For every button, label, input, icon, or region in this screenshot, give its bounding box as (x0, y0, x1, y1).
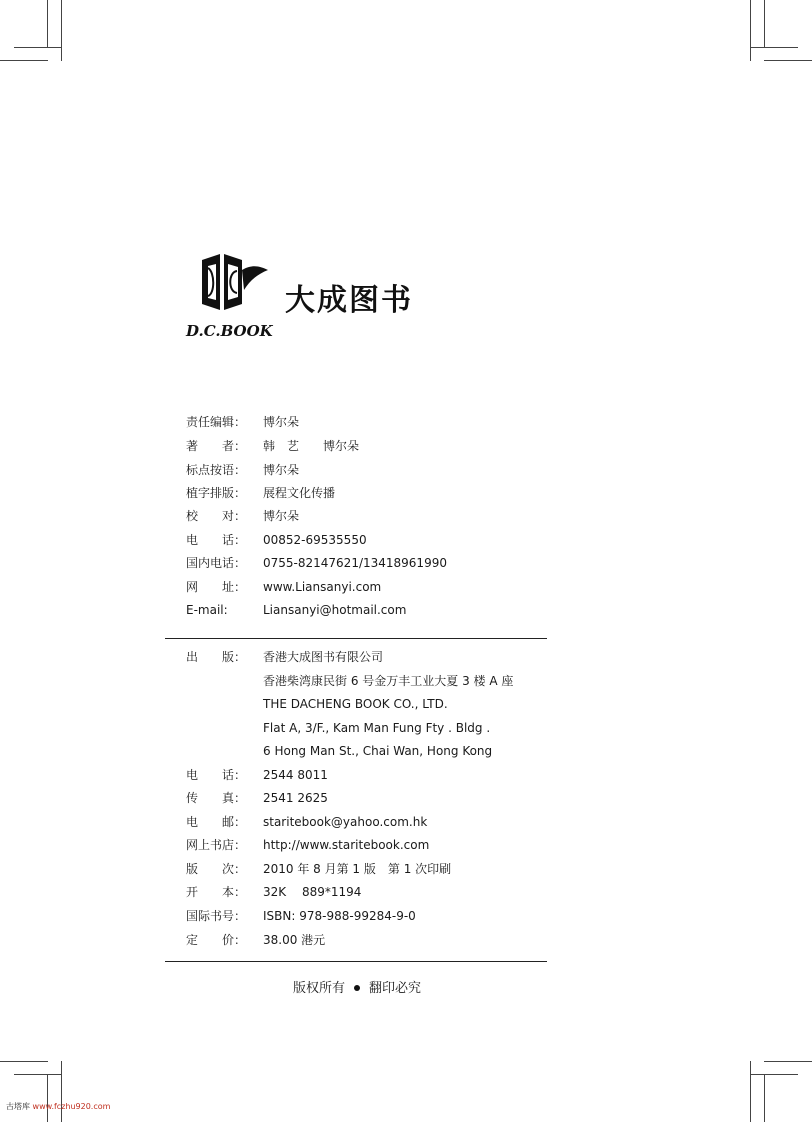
detail-label: 电 话： (186, 768, 247, 782)
crop-mark-bottom-right-h2 (750, 1074, 798, 1075)
credit-label: 网 址： (186, 580, 247, 594)
detail-value: staritebook@yahoo.com.hk (263, 815, 428, 829)
copyright-notice (293, 977, 421, 996)
crop-mark-top-left-v (47, 0, 48, 48)
divider-bottom (165, 961, 547, 962)
detail-value: http://www.staritebook.com (263, 838, 430, 852)
credit-label: 责任编辑： (186, 415, 247, 429)
copyright-left: 版权所有 (293, 981, 346, 996)
crop-mark-bottom-left-v2 (61, 1061, 62, 1122)
crop-mark-top-left-h (0, 60, 48, 61)
crop-mark-bottom-right-v2 (750, 1061, 751, 1122)
credit-label: 电 话： (186, 533, 247, 547)
detail-label: 国际书号： (186, 909, 247, 923)
watermark-url: www.fczhu920.com (32, 1102, 111, 1111)
publisher-line: Flat A, 3/F., Kam Man Fung Fty . Bldg . (263, 721, 491, 735)
detail-label: 网上书店： (186, 838, 247, 852)
copyright-right: 翻印必究 (369, 981, 422, 996)
detail-label: 定 价： (186, 933, 247, 947)
detail-label: 传 真： (186, 791, 247, 805)
credit-value: 博尔朵 (263, 415, 300, 429)
crop-mark-top-left-v2 (61, 0, 62, 61)
crop-mark-bottom-left-h2 (14, 1074, 62, 1075)
crop-mark-top-right-v (764, 0, 765, 48)
credit-label: 标点按语： (186, 463, 247, 477)
publisher-subtitle: D.C.BOOK (186, 322, 273, 340)
crop-mark-bottom-left-h (0, 1061, 48, 1062)
divider-top (165, 638, 547, 639)
crop-mark-top-right-v2 (750, 0, 751, 61)
detail-value: 38.00 港元 (263, 933, 326, 947)
detail-value: 2544 8011 (263, 768, 328, 782)
detail-label: 版 次： (186, 862, 247, 876)
watermark-site-name: 古塔库 (6, 1102, 30, 1111)
credit-label: 著 者： (186, 439, 247, 453)
crop-mark-bottom-right-h (764, 1061, 812, 1062)
publisher-name: 大成图书 (285, 283, 413, 318)
credit-value: 00852-69535550 (263, 533, 367, 547)
bullet-icon (354, 985, 360, 991)
detail-value: ISBN: 978-988-99284-9-0 (263, 909, 416, 923)
credit-label: E-mail: (186, 603, 228, 617)
publisher-line: 香港大成图书有限公司 (263, 650, 384, 664)
credit-value: 博尔朵 (263, 463, 300, 477)
detail-value: 2010 年 8 月第 1 版 第 1 次印刷 (263, 862, 452, 876)
publisher-label: 出 版： (186, 650, 247, 664)
credit-value: 博尔朵 (263, 509, 300, 523)
detail-value: 32K 889*1194 (263, 885, 362, 899)
crop-mark-top-left-h2 (14, 47, 62, 48)
detail-label: 电 邮： (186, 815, 247, 829)
dc-book-logo-icon (198, 252, 270, 314)
credit-label: 植字排版： (186, 486, 247, 500)
crop-mark-bottom-right-v (764, 1074, 765, 1122)
detail-value: 2541 2625 (263, 791, 328, 805)
crop-mark-top-right-h (764, 60, 812, 61)
credit-label: 校 对： (186, 509, 247, 523)
credit-value: Liansanyi@hotmail.com (263, 603, 407, 617)
credit-value: 展程文化传播 (263, 486, 336, 500)
credit-value: 韩 艺 博尔朵 (263, 439, 360, 453)
publisher-line: THE DACHENG BOOK CO., LTD. (263, 697, 448, 711)
credit-label: 国内电话： (186, 556, 247, 570)
watermark (6, 1101, 110, 1112)
detail-label: 开 本： (186, 885, 247, 899)
crop-mark-bottom-left-v (47, 1074, 48, 1122)
publisher-line: 香港柴湾康民街 6 号金万丰工业大夏 3 楼 A 座 (263, 674, 514, 688)
credit-value: 0755-82147621/13418961990 (263, 556, 447, 570)
credit-value: www.Liansanyi.com (263, 580, 382, 594)
crop-mark-top-right-h2 (750, 47, 798, 48)
publisher-line: 6 Hong Man St., Chai Wan, Hong Kong (263, 744, 493, 758)
